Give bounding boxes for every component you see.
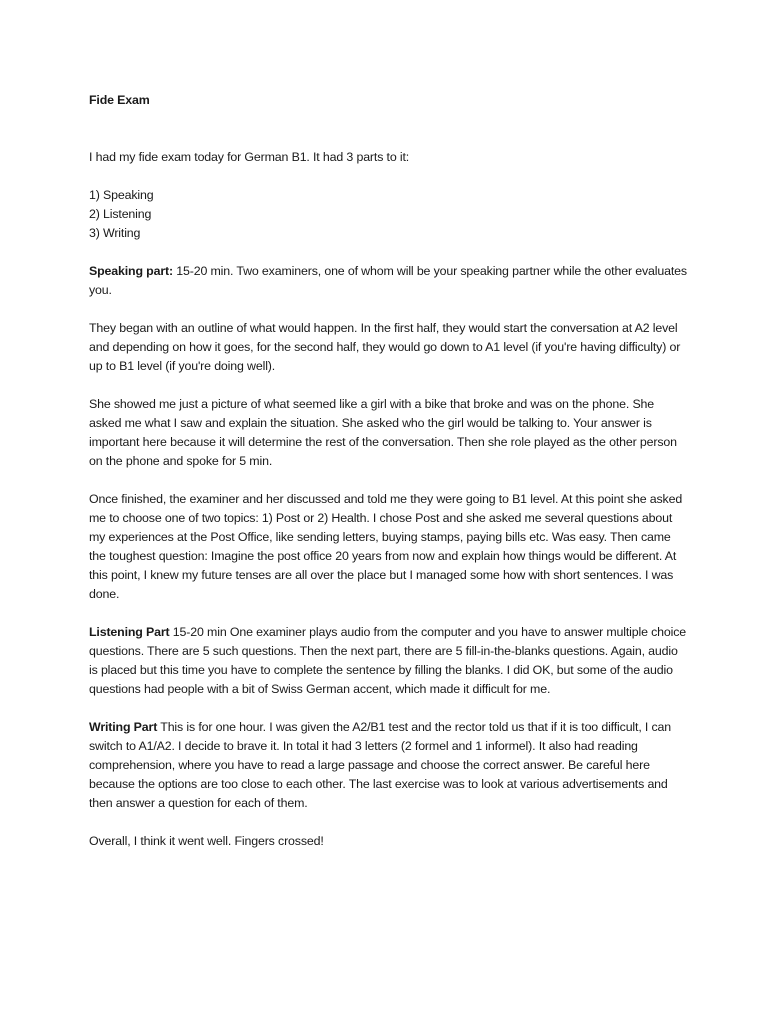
writing-heading: Writing Part — [89, 720, 158, 734]
writing-paragraph — [89, 718, 689, 813]
topics-paragraph: Once finished, the examiner and her discussed and told me they were going to B1 level. At this point she asked me to choose one of two topics: 1) Post or 2) Health. I chose Post and she asked me several questions about my experiences at the Post Office, like sending letters, buying stamps, paying bills etc. Was easy. Then came the toughest question: Imagine the post office 20 years from now and explain how things would be different. At this point, I knew my future tenses are all over the place but I managed some how with short sentences. I was done. — [89, 492, 683, 601]
document-body — [89, 91, 689, 870]
speaking-paragraph — [89, 262, 689, 300]
listening-text: 15-20 min One examiner plays audio from the computer and you have to answer multiple choice questions. There are 5 such questions. Then the next part, there are 5 fill-in-the-blanks questions. Again, audio is placed but this time you have to complete the sentence by filling the blanks. I did OK, but some of the audio questions had people with a bit of Swiss German accent, which made it difficult for me. — [89, 625, 687, 696]
listening-heading: Listening Part — [89, 625, 170, 639]
listening-paragraph — [89, 623, 689, 699]
picture-paragraph: She showed me just a picture of what seemed like a girl with a bike that broke and was on the phone. She asked me what I saw and explain the situation. She asked who the girl would be talking to. Your answer is important here because it will determine the rest of the conversation. Then she role played as the other person on the phone and spoke for 5 min. — [89, 397, 677, 468]
list-item: 1) Speaking — [89, 188, 154, 202]
speaking-heading: Speaking part: — [89, 264, 173, 278]
exam-parts-list — [89, 186, 689, 243]
writing-text: This is for one hour. I was given the A2/B1 test and the rector told us that if it is too difficult, I can switch to A1/A2. I decide to brave it. In total it had 3 letters (2 formel and 1 informel). It also had reading comprehension, where you have to read a large passage and choose the correct answer. Be careful here because the options are too close to each other. The last exercise was to look at various advertisements and then answer a question for each of them. — [89, 720, 672, 810]
speaking-text: 15-20 min. Two examiners, one of whom will be your speaking partner while the other evaluates you. — [89, 264, 687, 297]
list-item: 3) Writing — [89, 226, 141, 240]
closing-paragraph: Overall, I think it went well. Fingers crossed! — [89, 834, 324, 848]
outline-paragraph: They began with an outline of what would happen. In the first half, they would start the conversation at A2 level and depending on how it goes, for the second half, they would go down to A1 level (if you're having difficulty) or up to B1 level (if you're doing well). — [89, 321, 681, 373]
intro-paragraph: I had my fide exam today for German B1. It had 3 parts to it: — [89, 150, 410, 164]
list-item: 2) Listening — [89, 207, 152, 221]
document-title: Fide Exam — [89, 93, 150, 107]
